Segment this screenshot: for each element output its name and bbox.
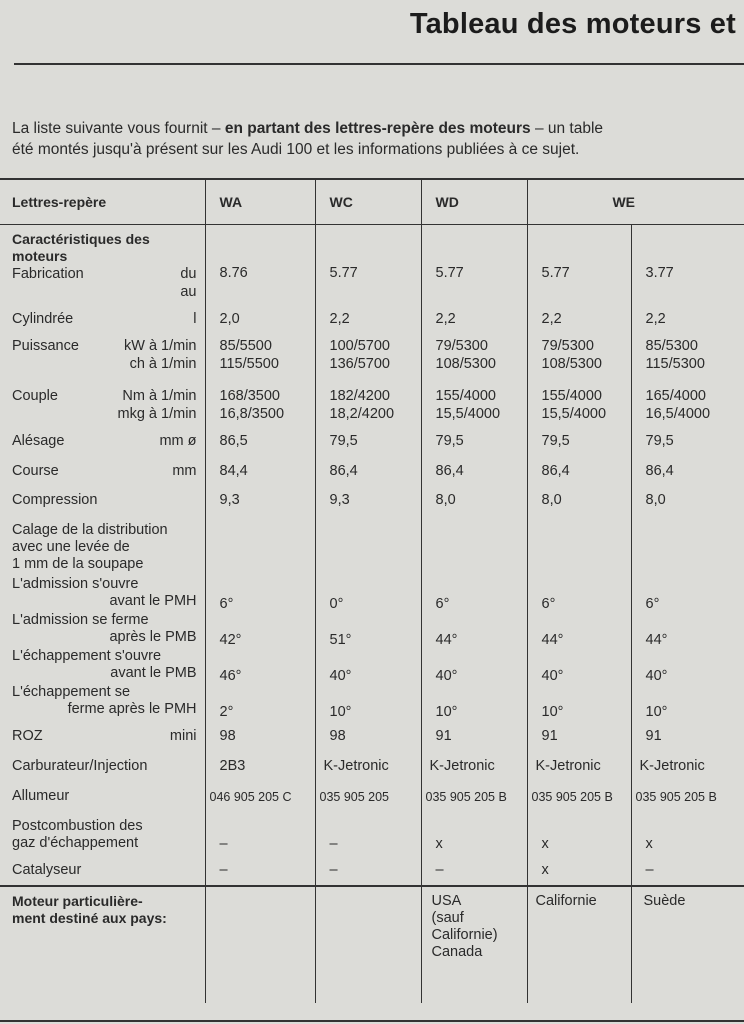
table-row: L'échappement s'ouvre avant le PMB 46° 40° 40° 40° 40° xyxy=(0,648,744,684)
table-row: Compression 9,3 9,3 8,0 8,0 8,0 xyxy=(0,492,744,522)
bottom-rule xyxy=(0,1020,744,1022)
intro-text-bold: en partant des lettres-repère des moteurs xyxy=(224,120,531,137)
page-title: Tableau des moteurs et xyxy=(409,8,736,40)
row-label-ech-open: L'échappement s'ouvre avant le PMB xyxy=(12,648,197,681)
table-row: Couple Nm à 1/min mkg à 1/min 168/3500 16,8/3500 182/4200 18,2/4200 155/4000 15,5/4000 155/4000 15,5/4000 165/4000 16,5/4000 xyxy=(0,387,744,433)
table-row: Fabrication du au 8.76 5.77 5.77 5.77 3.77 xyxy=(0,265,744,311)
row-label-ech-close: L'échappement se ferme après le PMH xyxy=(12,684,197,717)
table-row: Puissance kW à 1/min ch à 1/min 85/5500 115/5500 100/5700 136/5700 79/5300 108/5300 79/5300 108/5300 85/5300 115/5300 xyxy=(0,337,744,387)
table-row: ROZ mini 98 98 91 91 91 xyxy=(0,720,744,752)
row-label-pays: Moteur particulière- ment destiné aux pays: xyxy=(0,886,205,1003)
header-wc: WC xyxy=(315,179,421,225)
table-row: Postcombustion des gaz d'échappement – – x x x xyxy=(0,812,744,856)
table-row: L'échappement se ferme après le PMH 2° 10° 10° 10° 10° xyxy=(0,684,744,720)
table-row: Allumeur 046 905 205 C 035 905 205 035 905 205 B 035 905 205 B 035 905 205 B xyxy=(0,782,744,812)
table-row: Alésage mm ø 86,5 79,5 79,5 79,5 79,5 xyxy=(0,433,744,463)
table-row xyxy=(0,522,744,576)
table-row: Course mm 84,4 86,4 86,4 86,4 86,4 xyxy=(0,463,744,492)
row-label-adm-open: L'admission s'ouvre avant le PMH xyxy=(12,576,197,609)
table-row: L'admission s'ouvre avant le PMH 6° 0° 6° 6° 6° xyxy=(0,576,744,612)
intro-paragraph xyxy=(12,118,744,160)
row-label-course: Course mm xyxy=(12,463,197,479)
row-label-puissance: Puissance kW à 1/min ch à 1/min xyxy=(12,338,197,372)
header-we: WE xyxy=(527,179,744,225)
header-wa: WA xyxy=(205,179,315,225)
row-label-allumeur: Allumeur xyxy=(12,788,70,804)
table-row xyxy=(0,225,744,266)
intro-text-a: La liste suivante vous fournit – xyxy=(12,120,225,137)
row-label-catalyseur: Catalyseur xyxy=(12,862,82,878)
header-label: Lettres-repère xyxy=(0,179,205,225)
engine-table xyxy=(0,178,744,1003)
title-rule xyxy=(14,63,744,65)
row-label-roz: ROZ mini xyxy=(12,728,197,744)
table-row: L'admission se ferme après le PMB 42° 51° 44° 44° 44° xyxy=(0,612,744,648)
group-title: Caractéristiques des moteurs xyxy=(12,231,150,264)
row-label-alesage: Alésage mm ø xyxy=(12,433,197,449)
table-row: Catalyseur – – – x – xyxy=(0,856,744,886)
row-label-calage: Calage de la distribution avec une levée de 1 mm de la soupape xyxy=(12,522,168,572)
table-header-row xyxy=(0,179,744,225)
table-row: Carburateur/Injection 2B3 K-Jetronic K-Jetronic K-Jetronic K-Jetronic xyxy=(0,752,744,782)
row-label-couple: Couple Nm à 1/min mkg à 1/min xyxy=(12,388,197,422)
row-label-cylindree: Cylindrée l xyxy=(12,311,197,327)
row-label-postcombustion: Postcombustion des gaz d'échappement xyxy=(12,818,143,851)
table-row-pays: Moteur particulière- ment destiné aux pays: USA (sauf Californie) Canada Californie Suède xyxy=(0,886,744,1003)
intro-text-c: – un table xyxy=(530,120,604,137)
row-label-fabrication: Fabrication du au xyxy=(12,266,197,300)
table-row: Cylindrée l 2,0 2,2 2,2 2,2 2,2 xyxy=(0,311,744,337)
row-label-carburateur: Carburateur/Injection xyxy=(12,758,148,774)
header-wd: WD xyxy=(421,179,527,225)
row-label-adm-close: L'admission se ferme après le PMB xyxy=(12,612,197,645)
row-label-compression: Compression xyxy=(12,492,98,508)
intro-text-line2: été montés jusqu'à présent sur les Audi 100 et les informations publiées à ce sujet. xyxy=(12,141,580,158)
